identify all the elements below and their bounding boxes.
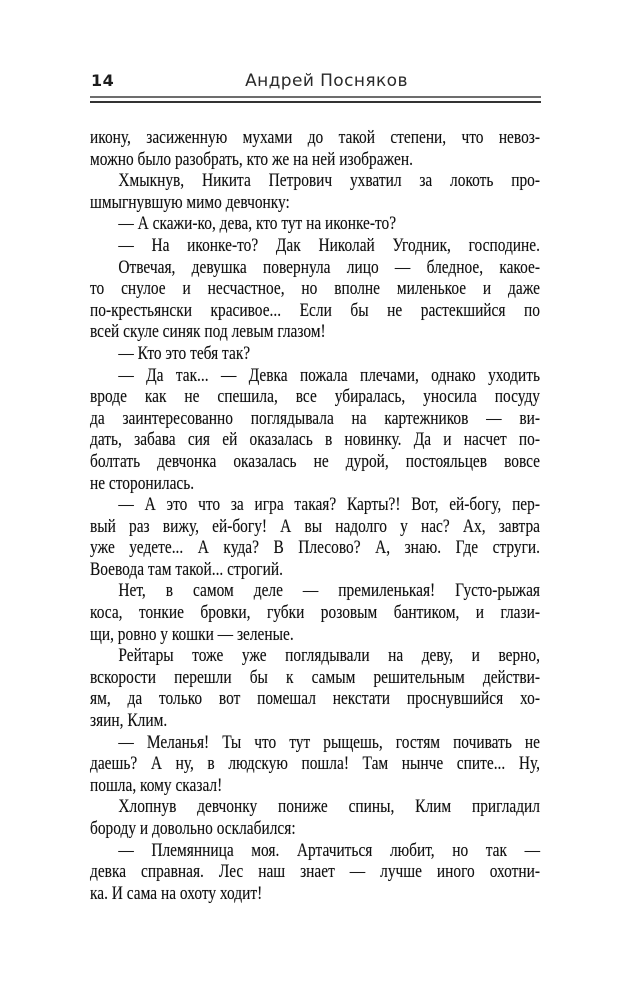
text-line: зяин, Клим. — [90, 710, 168, 732]
text-line: — Меланья! Ты что тут рыщешь, гостям почивать не — [118, 731, 540, 753]
text-line: Отвечая, девушка повернула лицо — бледное, какое- — [118, 256, 540, 278]
text-line: девка справная. Лес наш знает — лучше иного охотни- — [90, 861, 540, 883]
text-line: вый раз вижу, ей-богу! А вы надолго у нас? Ах, завтра — [90, 515, 540, 537]
text-line: Рейтары тоже уже поглядывали на деву, и верно, — [118, 645, 540, 667]
text-line: ям, да только вот помешал некстати проснувшийся хо- — [90, 688, 540, 710]
text-line: ка. И сама на охоту ходит! — [90, 882, 263, 904]
text-line: — А скажи-ко, дева, кто тут на иконке-то? — [118, 213, 397, 235]
text-line: болтать девчонка оказалась не дурой, постояльцев вовсе — [90, 450, 540, 472]
body-text — [90, 127, 540, 904]
text-line: Нет, в самом деле — премиленькая! Густо-рыжая — [118, 580, 540, 602]
text-line: вроде как не спешила, все убиралась, уносила посуду — [90, 386, 540, 408]
text-line: Воевода там такой... строгий. — [90, 558, 283, 580]
text-line: уже уедете... А куда? В Плесово? А, знаю. Где струги. — [90, 537, 540, 559]
text-line: — Племянница моя. Артачиться любит, но так — — [118, 839, 540, 861]
text-line: то снулое и несчастное, но вполне миленькое и даже — [90, 278, 540, 300]
text-line: Хмыкнув, Никита Петрович ухватил за локоть про- — [118, 170, 540, 192]
text-line: дать, забава сия ей оказалась в новинку. Да и насчет по- — [90, 429, 540, 451]
text-line: — На иконке-то? Дак Николай Угодник, господине. — [118, 234, 540, 256]
text-line: щи, ровно у кошки — зеленые. — [90, 623, 294, 645]
text-line: — А это что за игра такая? Карты?! Вот, ей-богу, пер- — [118, 494, 540, 516]
text-line: всей скуле синяк под левым глазом! — [90, 321, 326, 343]
running-title: Андрей Посняков — [245, 71, 408, 91]
text-line: даешь? А ну, в людскую пошла! Там нынче спите... Ну, — [90, 753, 540, 775]
text-line: пошла, кому сказал! — [90, 774, 223, 796]
page-number: 14 — [91, 71, 115, 90]
text-line: шмыгнувшую мимо девчонку: — [90, 191, 290, 213]
text-line: можно было разобрать, кто же на ней изображен. — [90, 148, 413, 170]
text-line: Хлопнув девчонку пониже спины, Клим пригладил — [118, 796, 540, 818]
text-line: — Да так... — Девка пожала плечами, однако уходить — [118, 364, 540, 386]
text-line: — Кто это тебя так? — [118, 342, 251, 364]
header-rule — [90, 96, 541, 103]
text-line: коса, тонкие бровки, губки розовым бантиком, и глази- — [90, 602, 540, 624]
text-line: да заинтересованно поглядывала на картежников — ви- — [90, 407, 540, 429]
text-line: вскорости перешли бы к самым решительным действи- — [90, 666, 540, 688]
text-line: не сторонилась. — [90, 472, 195, 494]
text-line: по-крестьянски красивое... Если бы не растекшийся по — [90, 299, 540, 321]
text-line: икону, засиженную мухами до такой степени, что невоз- — [90, 127, 540, 148]
text-line: бороду и довольно осклабился: — [90, 818, 296, 839]
